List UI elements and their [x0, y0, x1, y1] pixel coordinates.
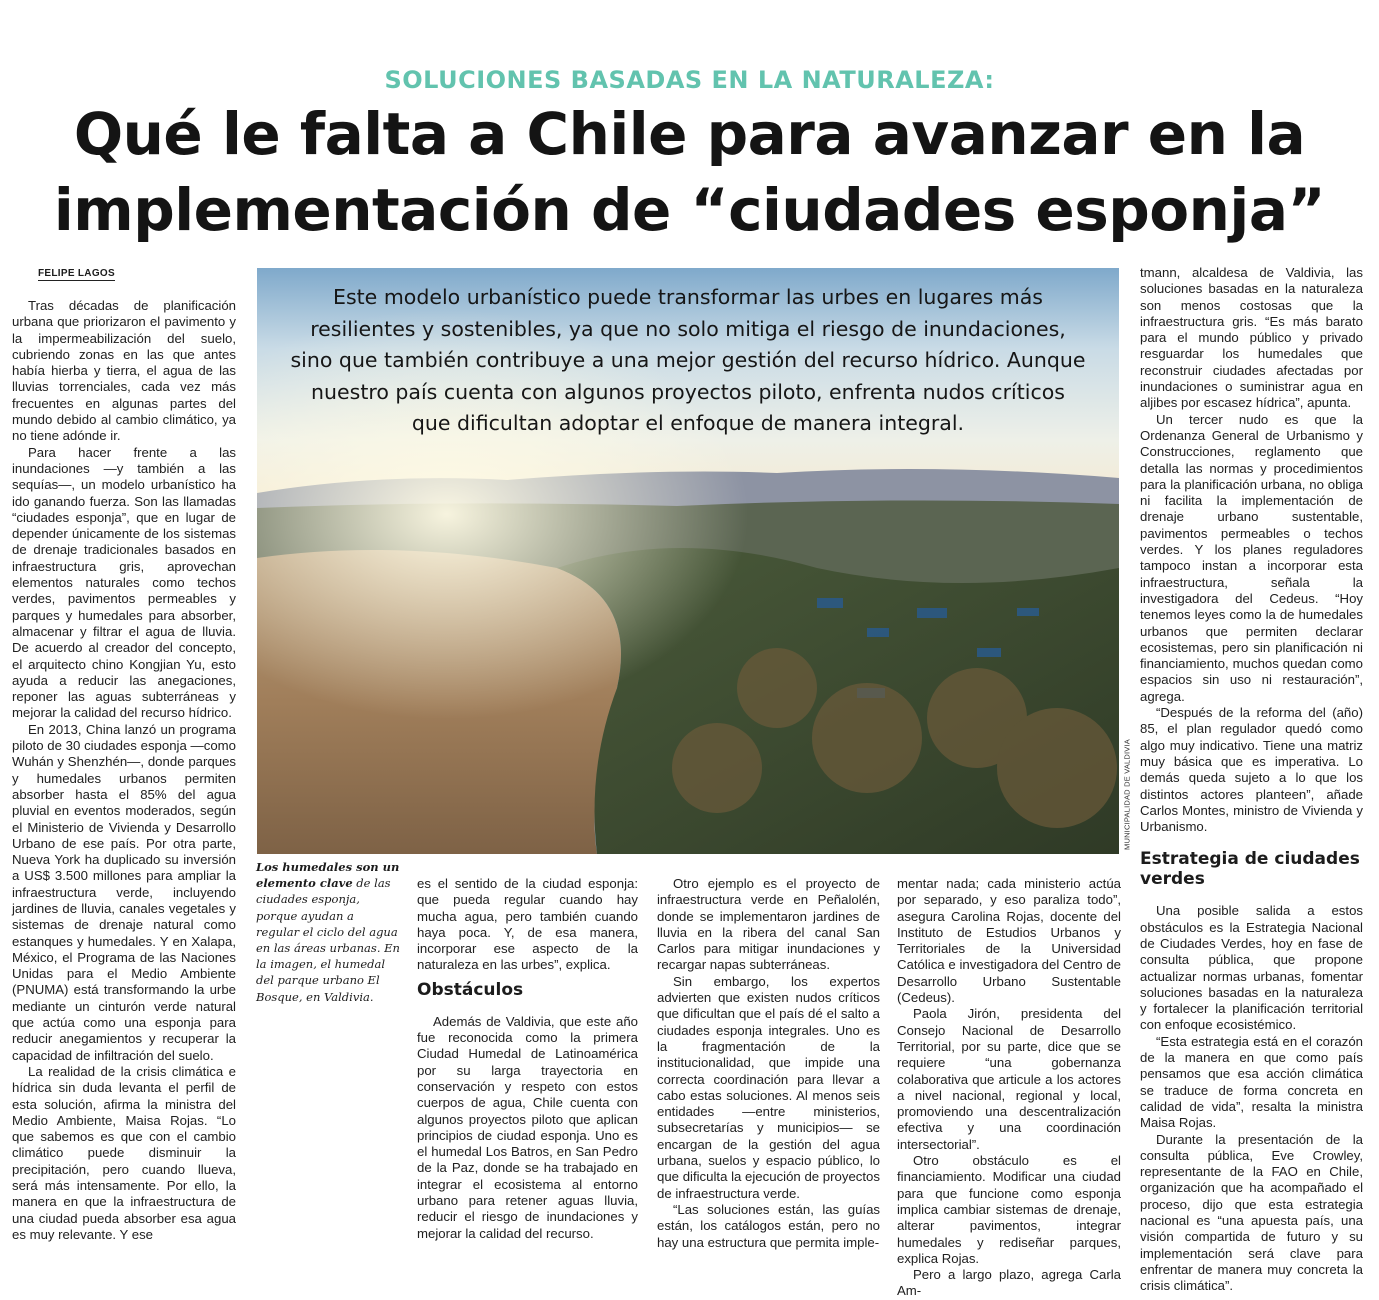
headline-line-2: implementación de “ciudades esponja” [53, 176, 1326, 244]
paragraph: “Esta estrategia está en el corazón de la manera en que como país pensamos que esa acción climática se traduce de forma concreta en calidad de vida”, resalta la ministra Maisa Rojas. [1140, 1033, 1363, 1131]
paragraph: En 2013, China lanzó un programa piloto de 30 ciudades esponja —como Wuhán y Shenzhén—, donde parques y humedales urbanos permiten absorber hasta el 85% del agua pluvial en eventos moderados, según el Ministerio de Vivienda y Desarrollo Urbano de ese país. Por otra parte, Nueva York ha duplicado su inversión a US$ 3.500 millones para ampliar la infraestructura verde, incluyendo jardines de lluvia, canales vegetales y sistemas de drenaje natural como estanques y humedales. Y en Xalapa, México, el Programa de las Naciones Unidas para el Medio Ambiente (PNUMA) está transformando la urbe mediante un cinturón verde natural que actúa como una esponja para reducir anegamientos y recuperar la capacidad de infiltración del suelo. [12, 721, 236, 1063]
paragraph: Además de Valdivia, que este año fue reconocida como la primera Ciudad Humedal de Latinoamérica por su larga trayectoria en conservación y respeto con estos cuerpos de agua, Chile cuenta con algunos proyectos piloto que aplican principios de ciudad esponja. Uno es el humedal Los Batros, en San Pedro de la Paz, donde se ha trabajado en integrar el ecosistema al entorno urbano para retener aguas lluvia, reducir el riesgo de inundaciones y mejorar la calidad del recurso. [417, 1013, 638, 1241]
paragraph: Durante la presentación de la consulta pública, Eve Crowley, representante de la FAO en Chile, organización que ha acompañado el proceso, dijo que esta estrategia nacional es “una apuesta país, una visión compartida de futuro y su implementación será clave para enfrentar de manera muy concreta la crisis climática”. [1140, 1131, 1363, 1294]
photo-credit [1122, 738, 1132, 854]
deck-line: resilientes y sostenibles, ya que no solo mitiga el riesgo de inundaciones, [310, 316, 1066, 341]
paragraph: Para hacer frente a las inundaciones —y también a las sequías—, un modelo urbanístico ha ido ganando fuerza. Son las llamadas “ciudades esponja”, que en lugar de depender únicamente de los sistemas de drenaje tradicionales basados en infraestructura gris, aprovechan elementos naturales como techos verdes, pavimentos permeables y parques y humedales para absorber, almacenar y filtrar el agua de lluvia. De acuerdo al creador del concepto, el arquitecto chino Kongjian Yu, esto ayuda a reducir las anegaciones, reponer las aguas subterráneas y mejorar la calidad del recurso hídrico. [12, 444, 236, 721]
deck-line: sino que también contribuye a una mejor gestión del recurso hídrico. Aunque [290, 348, 1086, 372]
column-6 [1140, 265, 1363, 1295]
paragraph: Paola Jirón, presidenta del Consejo Nacional de Desarrollo Territorial, por su parte, dice que se requiere “una gobernanza colaborativa que articule a los actores a nivel nacional, regional y local, promoviendo una descentralización efectiva y una coordinación intersectorial”. [897, 1006, 1121, 1152]
article-kicker: SOLUCIONES BASADAS EN LA NATURALEZA: [384, 66, 995, 94]
paragraph: “Después de la reforma del (año) 85, el plan regulador quedó como algo muy indicativo. Tiene una matriz muy básica que es imperativa. Lo demás queda sujeto a lo que los distintos actores planteen”, añade Carlos Montes, ministro de Vivienda y Urbanismo. [1140, 705, 1363, 835]
deck-line: que dificultan adoptar el enfoque de manera integral. [411, 411, 965, 435]
column-1 [12, 298, 236, 1243]
wetland-photo [257, 268, 1119, 854]
paragraph: La realidad de la crisis climática e hídrica sin duda levanta el perfil de esta solución, afirma la ministra del Medio Ambiente, Maisa Rojas. “Lo que sabemos es que con el cambio climático puede disminuir la precipitación, pero cuando llueva, será más intensamente. Por ello, la manera en que la infraestructura de una ciudad pueda absorber esa agua es muy relevante. Y ese [12, 1063, 236, 1242]
paragraph: mentar nada; cada ministerio actúa por separado, y eso paraliza todo”, asegura Carolina Rojas, docente del Instituto de Estudios Urbanos y Territoriales de la Universidad Católica e investigadora del Centro de Desarrollo Urbano Sustentable (Cedeus). [897, 876, 1121, 1006]
paragraph: Un tercer nudo es que la Ordenanza General de Urbanismo y Construcciones, reglamento que detalla las normas y procedimientos para la planificación urbana, no obliga ni facilita la implementación de drenaje urbano sustentable, pavimentos permeables o techos verdes. Y los planes reguladores tampoco instan a incorporar esta infraestructura, señala la investigadora del Cedeus. “Hoy tenemos leyes como la de humedales urbanos que permiten declarar ecosistemas, pero sin planificación ni financiamiento, muchos quedan como espacios sin uso ni restauración”, agrega. [1140, 411, 1363, 704]
paragraph: Sin embargo, los expertos advierten que existen nudos críticos que dificultan que el país dé el salto a ciudades esponja integrales. Uno es la fragmentación de la institucionalidad, que impide una correcta coordinación para llevar a cabo estas soluciones. Al menos seis entidades —entre ministerios, subsecretarías y municipios— se encargan de la gestión del agua urbana, suelos y espacio público, lo que dificulta la ejecución de proyectos de infraestructura verde. [657, 973, 880, 1201]
caption-lead: Los humedales son un elemento clave [256, 860, 400, 891]
photo-caption [256, 859, 400, 1005]
caption-text: de las ciudades esponja, porque ayudan a regular el ciclo del agua en las áreas urbanas. En la imagen, el humedal del parque urbano El Bosque, en Valdivia. [256, 876, 400, 1004]
deck-line: Este modelo urbanístico puede transformar las urbes en lugares más [333, 285, 1043, 309]
column-4 [657, 876, 880, 1251]
paragraph: tmann, alcaldesa de Valdivia, las soluciones basadas en la naturaleza son menos costosas que la infraestructura gris. “Es más barato para el mundo público y privado resguardar los humedales que reconstruir ciudades afectadas por inundaciones o suministrar agua en aljibes por escasez hídrica”, apunta. [1140, 265, 1363, 411]
paragraph: es el sentido de la ciudad esponja: que pueda regular cuando hay mucha agua, pero también cuando haya poca. Y, de esa manera, incorporar ese aspecto de la naturaleza en las urbes”, explica. [417, 876, 638, 973]
deck-line: nuestro país cuenta con algunos proyectos piloto, enfrenta nudos críticos [311, 379, 1065, 404]
paragraph: Pero a largo plazo, agrega Carla Am- [897, 1267, 1121, 1299]
article-deck [275, 282, 1101, 440]
section-heading-estrategia: Estrategia de ciudades verdes [1140, 849, 1360, 890]
section-heading-obstaculos: Obstáculos [417, 979, 524, 1000]
paragraph: Otro ejemplo es el proyecto de infraestructura verde en Peñalolén, donde se implementaron jardines de lluvia en la ribera del canal San Carlos para mitigar inundaciones y recargar napas subterráneas. [657, 876, 880, 973]
article-headline [0, 96, 1379, 248]
paragraph: Una posible salida a estos obstáculos es la Estrategia Nacional de Ciudades Verdes, hoy en fase de consulta pública, que propone actualizar normas urbanas, fomentar soluciones basadas en la naturaleza y fortalecer la planificación territorial con enfoque ecosistémico. [1140, 903, 1363, 1033]
byline: FELIPE LAGOS [38, 268, 115, 279]
photo-credit-text: MUNICIPALIDAD DE VALDIVIA [1122, 739, 1132, 850]
paragraph: Otro obstáculo es el financiamiento. Modificar una ciudad para que funcione como esponja implica cambiar sistemas de drenaje, alterar pavimentos, integrar humedales y rediseñar parques, explica Rojas. [897, 1153, 1121, 1266]
headline-line-1: Qué le falta a Chile para avanzar en la [73, 100, 1306, 168]
paragraph: Tras décadas de planificación urbana que priorizaron el pavimento y la impermeabilización del suelo, cubriendo zonas en las que antes había hierba y tierra, el agua de las lluvias torrenciales, cada vez más frecuentes en algunas partes del mundo debido al cambio climático, ya no tiene adónde ir. [12, 298, 236, 444]
paragraph: “Las soluciones están, las guías están, los catálogos están, pero no hay una estructura que permita imple- [657, 1201, 880, 1250]
column-3 [417, 876, 638, 1242]
column-5 [897, 876, 1121, 1300]
